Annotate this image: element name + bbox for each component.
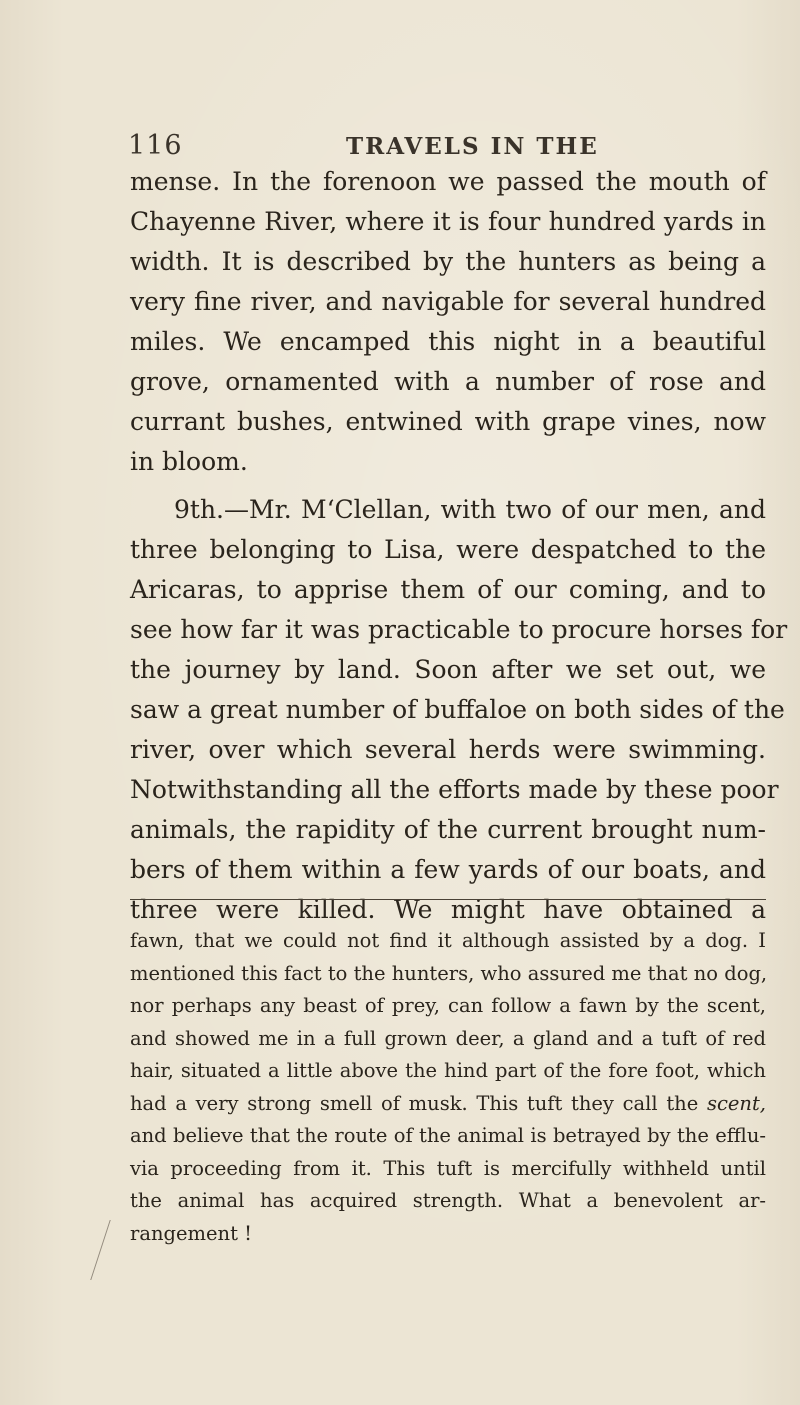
footnote-line: hair, situated a little above the hind part of the fore foot, which [130,1059,766,1082]
footnote-line: rangement ! [130,1221,252,1245]
footnote-line: the animal has acquired strength. What a benevolent ar- [130,1189,766,1212]
text-line: currant bushes, entwined with grape vines, now [130,407,766,436]
text-line: saw a great number of buffaloe on both sides of the [130,695,785,724]
pencil-mark [90,1220,134,1280]
text-line: width. It is described by the hunters as being a [130,247,766,276]
text-line: Chayenne River, where it is four hundred yards in [130,207,766,236]
text-line: three were killed. We might have obtained a [130,895,766,924]
italic-word-scent: scent, [706,1091,766,1115]
text-line: animals, the rapidity of the current brought num- [130,815,766,844]
running-head: TRAVELS IN THE [346,133,599,160]
footnote-line: and believe that the route of the animal is betrayed by the efflu- [130,1124,766,1147]
text-line: Aricaras, to apprise them of our coming, and to [130,575,766,604]
text-line: very fine river, and navigable for several hundred [130,287,766,316]
footnote-line: fawn, that we could not find it although assisted by a dog. I [130,929,766,952]
footnote-line-with-italic [130,1088,766,1121]
text-line: bers of them within a few yards of our boats, and [130,855,766,884]
footnote-line: via proceeding from it. This tuft is mercifully withheld until [130,1156,766,1180]
footnote-line: and showed me in a full grown deer, a gland and a tuft of red [130,1026,766,1050]
footnote-line-text: had a very strong smell of musk. This tuft they call the [130,1091,699,1115]
page-header [128,130,768,164]
text-line: grove, ornamented with a number of rose and [130,367,766,396]
footnote-divider [130,899,766,900]
footnote-line: mentioned this fact to the hunters, who assured me that no dog, [130,961,768,985]
footnote [130,925,766,1250]
text-line: 9th.—Mr. M‘Clellan, with two of our men, and [174,495,766,524]
text-line: in bloom. [130,447,248,476]
text-line: see how far it was practicable to procure horses for [130,615,788,644]
text-line: three belonging to Lisa, were despatched to the [130,535,766,564]
text-line: mense. In the forenoon we passed the mouth of [130,167,766,196]
footnote-line: nor perhaps any beast of prey, can follow a fawn by the scent, [130,994,766,1017]
text-line: Notwithstanding all the efforts made by these poor [130,775,779,804]
text-line: the journey by land. Soon after we set out, we [130,655,766,684]
paragraph-mouth-of-chayenne [130,162,766,482]
paragraph-ninth-mcclellan [130,490,788,930]
text-line: river, over which several herds were swimming. [130,735,766,764]
page-number: 116 [128,130,183,161]
text-line: miles. We encamped this night in a beautiful [130,327,766,356]
